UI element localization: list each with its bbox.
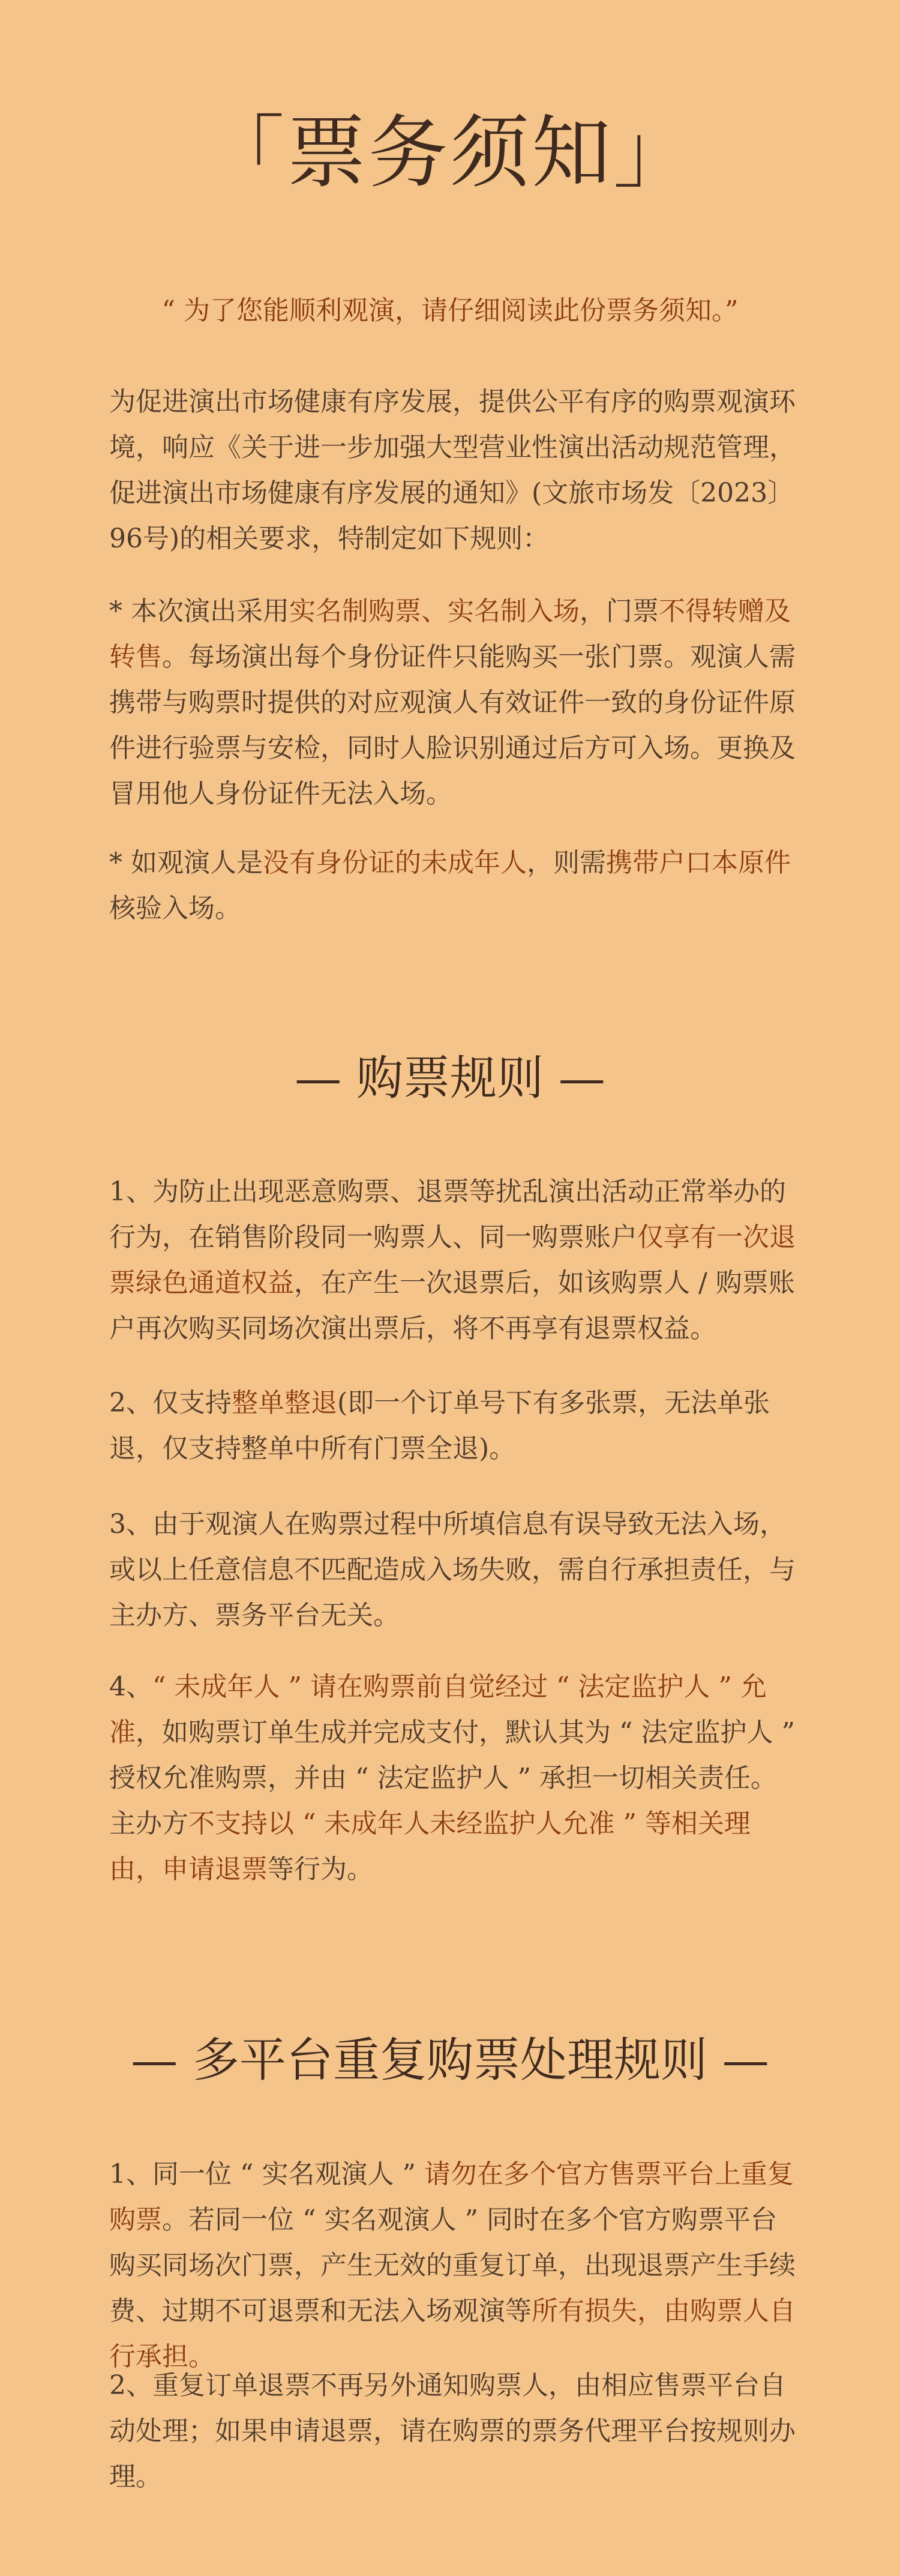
highlighted-text: 仅享有一次退票绿色通道权益 <box>109 1222 796 1298</box>
body-text: 1、为防止出现恶意购票、退票等扰乱演出活动正常举办的行为，在销售阶段同一购票人、同一购票账户 <box>109 1176 786 1253</box>
body-text: (即一个订单号下有多张票，无法单张退，仅支持整单中所有门票全退)。 <box>109 1388 770 1464</box>
body-text: 等行为。 <box>268 1854 373 1885</box>
note-minor-without-id <box>109 840 798 931</box>
section-heading-purchase-rules: — 购票规则 — <box>295 1052 605 1106</box>
body-text: 1、同一位 “ 实名观演人 ” <box>109 2159 424 2189</box>
section-heading-multi-platform: — 多平台重复购票处理规则 — <box>131 2033 769 2087</box>
multi-platform-rule-2 <box>109 2363 798 2500</box>
highlighted-text: 实名制购票、实名制入场 <box>289 596 580 627</box>
highlighted-text: 整单整退 <box>232 1388 337 1418</box>
body-text: ，则需 <box>527 847 606 878</box>
body-text: 2、仅支持 <box>109 1388 232 1418</box>
highlighted-text: 请勿在多个官方售票平台上重复购票 <box>109 2159 794 2235</box>
note-real-name <box>109 589 798 817</box>
purchase-rule-2 <box>109 1380 798 1472</box>
body-text: 。每场演出每个身份证件只能购买一张门票。观演人需携带与购票时提供的对应观演人有效证件一致的身份证件原件进行验票与安检，同时人脸识别通过后方可入场。更换及冒用他人身份证件无法入场。 <box>109 642 796 809</box>
body-text: * 本次演出采用 <box>109 596 289 627</box>
highlighted-text: 没有身份证的未成年人 <box>263 847 527 878</box>
highlighted-text: 携带户口本原件 <box>606 847 791 878</box>
body-text: 4、 <box>109 1672 152 1702</box>
body-text: * 如观演人是 <box>109 847 263 878</box>
body-text: 。若同一位 “ 实名观演人 ” 同时在多个官方购票平台购买同场次门票，产生无效的重复订单，出现退票产生手续费、过期不可退票和无法入场观演等 <box>109 2204 796 2326</box>
page-title: 「票务须知」 <box>205 107 695 199</box>
intro-quote: “ 为了您能顺利观演，请仔细阅读此份票务须知。” <box>161 295 739 326</box>
highlighted-text: 所有损失，由购票人自行承担。 <box>109 2296 796 2372</box>
highlighted-text: 不得转赠及转售 <box>109 596 791 672</box>
highlighted-text: “ 未成年人 ” 请在购票前自觉经过 “ 法定监护人 ” 允准 <box>109 1672 767 1748</box>
purchase-rule-1 <box>109 1169 798 1352</box>
body-text: 2、重复订单退票不再另外通知购票人，由相应售票平台自动处理；如果申请退票，请在购票的票务代理平台按规则办理。 <box>109 2370 796 2492</box>
body-text: 3、由于观演人在购票过程中所填信息有误导致无法入场，或以上任意信息不匹配造成入场失败，需自行承担责任，与主办方、票务平台无关。 <box>109 1509 796 1631</box>
body-text: ，门票 <box>580 596 659 627</box>
body-text: ，如购票订单生成并完成支付，默认其为 “ 法定监护人 ” 授权允准购票，并由 “ 法定监护人 ” 承担一切相关责任。主办方 <box>109 1717 795 1839</box>
purchase-rule-4 <box>109 1664 798 1892</box>
intro-paragraph: 为促进演出市场健康有序发展，提供公平有序的购票观演环境，响应《关于进一步加强大型营业性演出活动规范管理，促进演出市场健康有序发展的通知》(文旅市场发〔2023〕96号)的相关要求，特制定如下规则： <box>109 387 796 554</box>
body-text: 核验入场。 <box>109 893 241 924</box>
purchase-rule-3 <box>109 1502 798 1639</box>
body-text: ，在产生一次退票后，如该购票人 / 购票账户再次购买同场次演出票后，将不再享有退票权益。 <box>109 1268 795 1344</box>
highlighted-text: 不支持以 “ 未成年人未经监护人允准 ” 等相关理由，申请退票 <box>109 1808 751 1885</box>
multi-platform-rule-1 <box>109 2152 798 2380</box>
